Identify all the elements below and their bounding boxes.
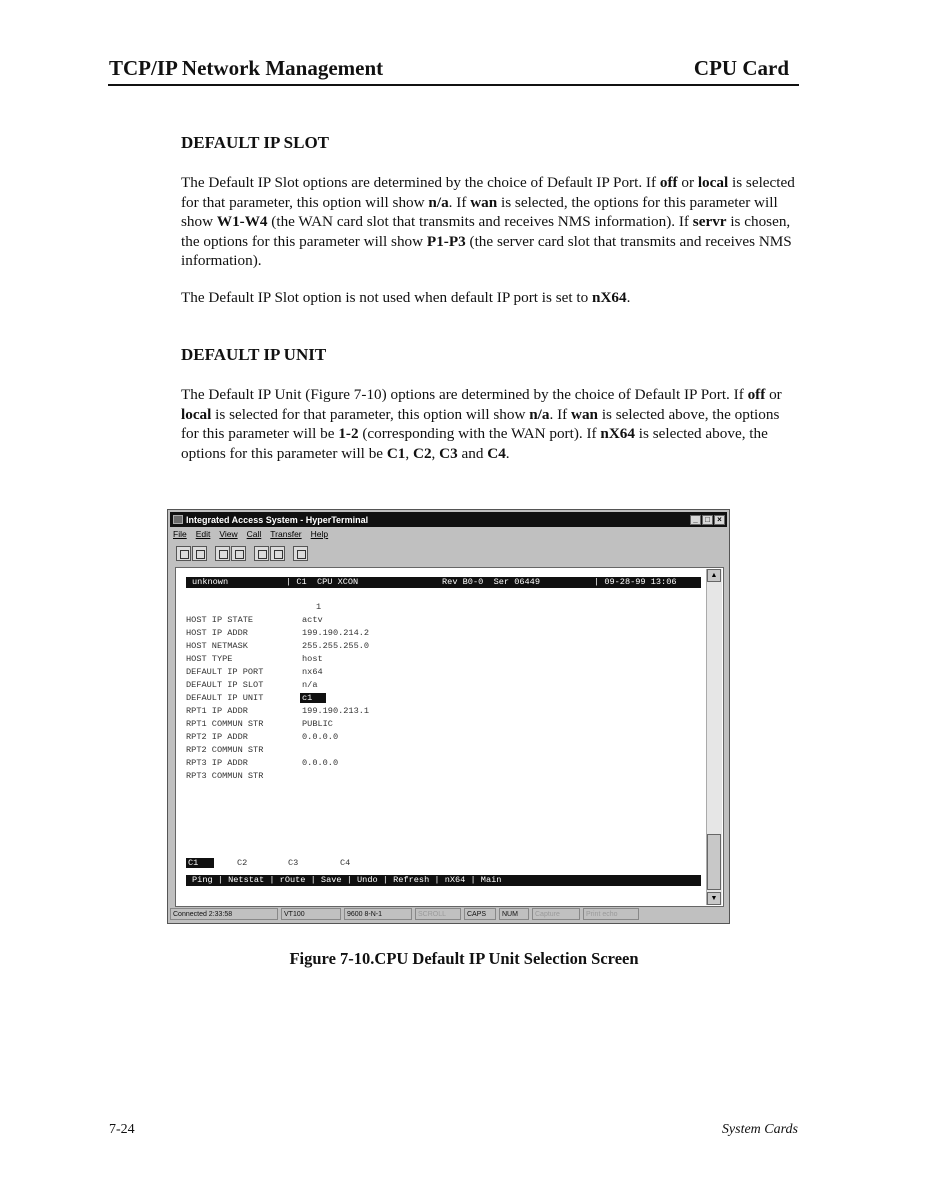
param-label: DEFAULT IP SLOT [186,680,264,690]
param-label: RPT3 IP ADDR [186,758,248,768]
send-icon[interactable] [254,546,269,561]
disconnect-icon[interactable] [231,546,246,561]
open-icon[interactable] [192,546,207,561]
menu-edit[interactable]: Edit [195,529,211,539]
scroll-up-icon[interactable]: ▲ [707,569,721,582]
toolbar [176,546,308,564]
param-value: 199.190.213.1 [302,706,370,716]
menu-transfer[interactable]: Transfer [270,529,302,539]
param-value: 255.255.255.0 [302,641,370,651]
vertical-scrollbar[interactable] [706,569,722,905]
hyperterminal-window [167,509,730,924]
terminal-unit: unknown [192,577,229,587]
menu-bar [173,529,328,542]
header-section: CPU Card [693,56,789,80]
section-title-default-ip-unit: DEFAULT IP UNIT [181,345,327,364]
param-label: HOST NETMASK [186,641,248,651]
param-label: RPT3 COMMUN STR [186,771,264,781]
paragraph-ip-slot-nx64: The Default IP Slot option is not used when default IP port is set to nX64. [181,289,631,306]
column-header: 1 [316,602,322,612]
terminal-datetime: | 09-28-99 13:06 [594,577,677,587]
status-caps: CAPS [464,908,496,920]
option-c4[interactable]: C4 [340,858,351,868]
param-value: actv [302,615,323,625]
section-title-default-ip-slot: DEFAULT IP SLOT [181,133,330,152]
terminal-rev: Rev B0-0 Ser 06449 [442,577,540,587]
param-label: HOST IP ADDR [186,628,248,638]
figure-caption: Figure 7-10.CPU Default IP Unit Selection Screen [289,949,639,968]
option-c3[interactable]: C3 [288,858,299,868]
param-label: RPT1 COMMUN STR [186,719,264,729]
param-value: host [302,654,323,664]
param-label: HOST IP STATE [186,615,254,625]
properties-icon[interactable] [293,546,308,561]
param-value: n/a [302,680,318,690]
close-button[interactable]: × [714,515,725,525]
command-bar [186,875,701,886]
status-capture: Capture [532,908,580,920]
status-scroll: SCROLL [415,908,461,920]
status-connected: Connected 2:33:58 [170,908,278,920]
scroll-down-icon[interactable]: ▼ [707,892,721,905]
option-c2[interactable]: C2 [237,858,248,868]
menu-help[interactable]: Help [310,529,329,539]
paragraph-ip-unit-options: The Default IP Unit (Figure 7-10) options are determined by the choice of Default IP Port. If off or local is selected for that parameter, this option will show n/a. If wan is selected above, the options for this parameter will be 1-2 (corresponding with the WAN port). If nX64 is selected above, the options for this parameter will be C1, C2, C3 and C4. [181,386,782,462]
minimize-button[interactable]: _ [690,515,701,525]
param-label: DEFAULT IP UNIT [186,693,264,703]
window-title: Integrated Access System - HyperTerminal [186,514,369,525]
param-value: nx64 [302,667,323,677]
page-number: 7-24 [109,1122,135,1137]
param-label: DEFAULT IP PORT [186,667,264,677]
terminal-screen[interactable] [186,576,703,901]
param-label: RPT2 IP ADDR [186,732,248,742]
menu-view[interactable]: View [219,529,238,539]
menu-call[interactable]: Call [246,529,262,539]
hyperterminal-icon [173,515,183,524]
status-print-echo: Print echo [583,908,639,920]
terminal-header-bar [186,577,701,588]
menu-file[interactable]: File [173,529,187,539]
param-label: RPT2 COMMUN STR [186,745,264,755]
new-connection-icon[interactable] [176,546,191,561]
header-title: TCP/IP Network Management [109,56,384,80]
param-value: 0.0.0.0 [302,758,339,768]
param-label: RPT1 IP ADDR [186,706,248,716]
status-num: NUM [499,908,529,920]
default-ip-unit-field[interactable]: c1 [300,693,326,703]
scroll-thumb[interactable] [707,834,721,890]
call-icon[interactable] [215,546,230,561]
param-value: 0.0.0.0 [302,732,339,742]
receive-icon[interactable] [270,546,285,561]
param-label: HOST TYPE [186,654,233,664]
maximize-button[interactable]: □ [702,515,713,525]
status-emulation: VT100 [281,908,341,920]
window-titlebar[interactable] [170,512,727,527]
terminal-slot: | C1 CPU XCON [286,577,359,587]
status-settings: 9600 8-N-1 [344,908,412,920]
param-value: 199.190.214.2 [302,628,370,638]
status-bar [170,908,727,921]
footer-chapter: System Cards [721,1122,798,1137]
header-rule [108,84,799,86]
param-value: PUBLIC [302,719,333,729]
paragraph-ip-slot-options: The Default IP Slot options are determined by the choice of Default IP Port. If off or local is selected for that parameter, this option will show n/a. If wan is selected, the options for this parameter will show W1-W4 (the WAN card slot that transmits and receives NMS information). If servr is chosen, the options for this parameter will show P1-P3 (the server card slot that transmits and receives NMS information). [181,174,795,269]
option-c1[interactable]: C1 [186,858,214,868]
terminal-frame [175,567,724,907]
command-menu[interactable]: Ping | Netstat | rOute | Save | Undo | Refresh | nX64 | Main [192,875,502,885]
